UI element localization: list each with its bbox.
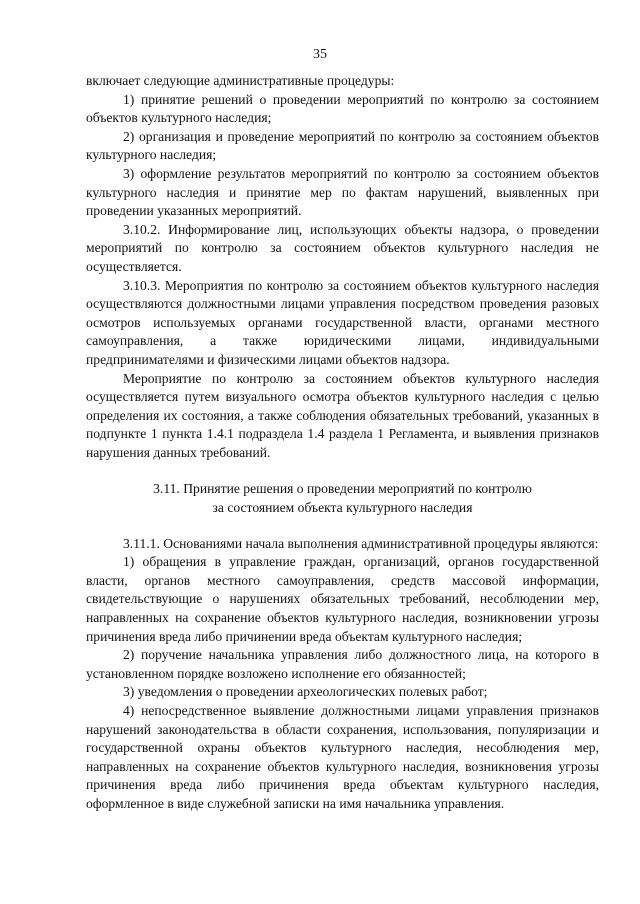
paragraph: 3.10.2. Информирование лиц, использующих объекты надзора, о проведении мероприятий по контролю за состоянием объектов культурного наследия не осуществляется. [86,221,599,274]
paragraph: Мероприятие по контролю за состоянием объектов культурного наследия осуществляется путем визуального осмотра объектов культурного наследия с целью определения их состояния, а также соблюдения обязательных требований, указанных в подпункте 1 пункта 1.4.1 подраздела 1.4 раздела 1 Регламента, и выявления признаков нарушения данных требований. [86,370,599,460]
document-body [86,72,599,814]
paragraph: 3) уведомления о проведении археологических полевых работ; [123,684,488,700]
paragraph: 3.11.1. Основаниями начала выполнения административной процедуры являются: [123,535,599,551]
paragraph: 1) обращения в управление граждан, организаций, органов государственной власти, органов местного самоуправления, средств массовой информации, свидетельствующие о нарушениях обязательных требований, несоблюдении мер, направленных на сохранение объектов культурного наследия, возникновении угрозы причинения вреда либо причинении вреда объектам культурного наследия; [86,554,599,644]
paragraph: 2) организация и проведение мероприятий по контролю за состоянием объектов культурного наследия; [86,128,599,163]
paragraph: 4) непосредственное выявление должностными лицами управления признаков нарушений законодательства в области сохранения, использования, популяризации и государственной охраны объектов культурного наследия, несоблюдения мер, направленных на сохранение объектов культурного наследия, возникновения угрозы причинения вреда либо причинения вреда объектам культурного наследия, оформленное в виде служебной записки на имя начальника управления. [86,703,599,811]
section-heading-line-2: за состоянием объекта культурного наследия [212,500,473,516]
paragraph: 3.10.3. Мероприятия по контролю за состоянием объектов культурного наследия осуществляются должностными лицами управления посредством проведения разовых осмотров используемых органами государственной власти, органами местного самоуправления, а также юридическими лицами, индивидуальными предпринимателями и физическими лицами объектов надзора. [86,277,599,367]
paragraph: включает следующие административные процедуры: [86,73,395,88]
section-heading-line-1: 3.11. Принятие решения о проведении мероприятий по контролю [153,481,532,497]
paragraph: 2) поручение начальника управления либо должностного лица, на которого в установленном порядке возложено исполнение его обязанностей; [86,647,599,681]
paragraph: 3) оформление результатов мероприятий по контролю за состоянием объектов культурного наследия и принятие мер по фактам нарушений, выявленных при проведении указанных мероприятий. [86,165,599,219]
section-heading [86,480,599,517]
paragraph: 1) принятие решений о проведении мероприятий по контролю за состоянием объектов культурного наследия; [86,91,599,126]
page-number: 35 [313,47,327,62]
